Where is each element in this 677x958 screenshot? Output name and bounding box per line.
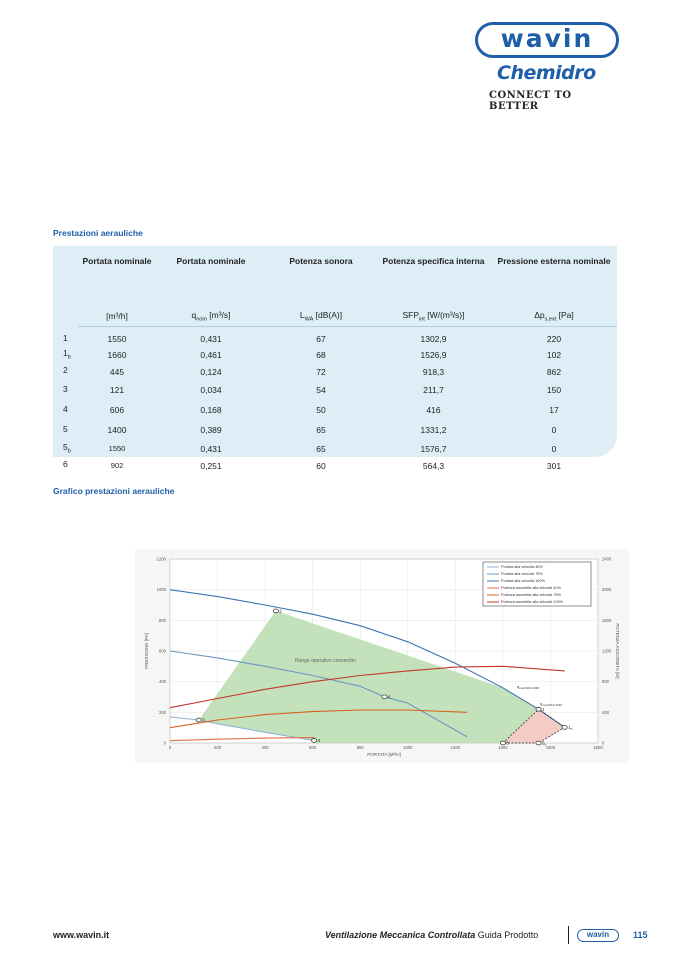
table-row: 1 1550 0,431 67 1302,9 220 (63, 332, 562, 345)
point-marker-4 (311, 738, 316, 742)
table-row: 6 902 0,251 60 564,3 301 (63, 459, 562, 471)
chemidro-logo-text: Chemidro (497, 62, 596, 84)
x-tick-label: 1200 (450, 745, 460, 750)
y-tick-label: 400 (159, 679, 166, 685)
range-label: Range operativo consentito (295, 658, 356, 664)
x-tick-label: 600 (309, 745, 317, 750)
y2-tick-label: 2000 (602, 587, 612, 593)
page-number: 115 (633, 930, 648, 940)
x-tick-label: 1400 (498, 745, 508, 750)
units-cell: [m³/h] (78, 304, 156, 326)
table-header: Potenza sonora (289, 256, 353, 266)
qmax-2016-label: $q_{nomMAX 2016}$ (540, 701, 563, 707)
point-label-7: 6 (387, 694, 391, 700)
footer-wavin-logo: wavin (577, 929, 619, 942)
x-tick-label: 0 (168, 745, 172, 750)
table-header-row (53, 252, 617, 304)
performance-chart (135, 549, 629, 763)
performance-table (53, 252, 617, 474)
x-tick-label: 1000 (403, 745, 413, 750)
x-tick-label: 800 (356, 745, 364, 750)
y-tick-label: 0 (163, 740, 166, 746)
point-label-4: 4 (317, 737, 321, 743)
footer-subtitle: Guida Prodotto (477, 930, 539, 940)
legend-label-1: Portata alla velocità 75% (501, 572, 543, 576)
table-row: 5 1400 0,389 65 1331,2 0 (63, 423, 557, 436)
y2-tick-label: 2400 (602, 556, 612, 562)
legend-label-2: Portata alla velocità 100% (501, 579, 545, 583)
point-label-5: 5 (506, 740, 509, 746)
units-cell-index (53, 304, 78, 326)
units-cell: $q_{nom}$ [m³/s] (156, 304, 266, 326)
footer-separator (568, 926, 569, 944)
point-marker-7 (382, 695, 387, 699)
legend-label-4: Potenza assorbita alla velocità 75% (501, 593, 561, 597)
units-row (53, 304, 617, 326)
point-label-0: 1 (542, 706, 545, 712)
section-title-chart: Grafico prestazioni aerauliche (53, 486, 175, 496)
y2-tick-label: 400 (602, 709, 609, 715)
legend-label-0: Portata alla velocità 40% (501, 565, 543, 569)
table-row: 3 121 0,034 54 211,7 150 (63, 383, 562, 396)
table-header: Pressione esterna nominale (497, 256, 611, 266)
y2-tick-label: 1600 (602, 617, 612, 623)
y2-tick-label: 800 (602, 679, 609, 685)
y-axis-label: PRESSIONE [PA] (144, 633, 149, 669)
wavin-chemidro-logo (475, 22, 620, 112)
point-label-1: $1_b$ (568, 724, 573, 731)
footer (53, 930, 653, 944)
table-row: $5_b$ 1550 0,431 65 1576,7 0 (63, 442, 557, 456)
y-tick-label: 1000 (156, 587, 166, 593)
point-label-6: $5_b$ (542, 740, 547, 747)
footer-title: Ventilazione Meccanica Controllata Guida Prodotto (325, 930, 539, 940)
units-cell: $\Delta p_{s,ext}$ [Pa] (491, 304, 617, 326)
table-row: 2 445 0,124 72 918,3 862 (63, 365, 562, 377)
table-header: Potenza specifica interna (382, 256, 485, 266)
point-marker-6 (536, 741, 541, 745)
table-header-index (53, 252, 78, 304)
legend-label-3: Potenza assorbita alla velocità 40% (501, 586, 561, 590)
legend (483, 562, 591, 606)
x-axis-label: PORTATA [M³/H] (367, 752, 401, 757)
x-tick-label: 200 (214, 745, 222, 750)
x-tick-label: 400 (261, 745, 269, 750)
x-tick-label: 1600 (545, 745, 556, 750)
point-marker-3 (196, 718, 201, 722)
point-marker-2 (273, 609, 278, 613)
legend-label-5: Potenza assorbita alla velocità 100% (501, 600, 564, 604)
y2-axis-label: POTENZA ASSORBITA [W] (615, 623, 620, 679)
table-row: $1_b$ 1660 0,461 68 1526,9 102 (63, 348, 562, 362)
y-tick-label: 800 (159, 617, 166, 623)
point-label-3: 3 (202, 717, 205, 723)
y-tick-label: 1200 (156, 556, 166, 562)
table-header: Portata nominale (176, 256, 246, 266)
section-title-performance: Prestazioni aerauliche (53, 228, 143, 238)
x-tick-label: 1800 (593, 745, 603, 750)
table-header: Portata nominale (82, 256, 152, 266)
footer-url[interactable]: www.wavin.it (53, 930, 110, 940)
y2-tick-label: 1200 (602, 648, 612, 654)
point-label-2: 2 (279, 608, 282, 614)
units-cell: $L_{WA}$ [dB(A)] (266, 304, 376, 326)
qmax-2018-label: $q_{nomMAX 2018}$ (517, 684, 540, 690)
units-cell: $SFP_{int}$ [W/(m³/s)] (376, 304, 491, 326)
y-tick-label: 200 (159, 709, 166, 715)
table-row: 4 606 0,168 50 416 17 (63, 403, 559, 416)
y-tick-label: 600 (159, 648, 166, 654)
point-marker-1 (562, 725, 567, 729)
y2-tick-label: 0 (602, 740, 605, 746)
point-marker-0 (536, 707, 541, 711)
tagline: CONNECT TO BETTER (489, 90, 572, 112)
wavin-logo-text: wavin (500, 24, 594, 53)
